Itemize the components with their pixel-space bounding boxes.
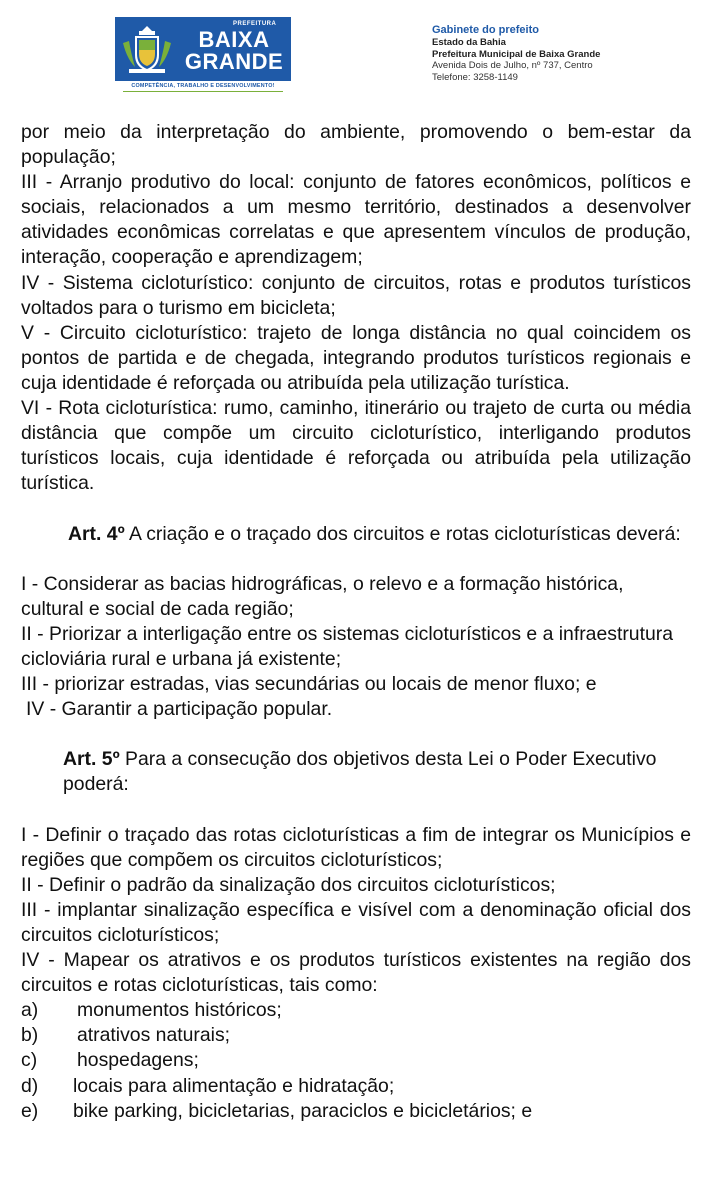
definition-iii: III - Arranjo produtivo do local: conjunto de fatores econômicos, políticos e sociais, relacionados a um mesmo território, destinados a desenvolver atividades econômicas correlatas e que apresentem vínculos de produção, interação, cooperação e aprendizagem; <box>21 171 691 269</box>
contact-address: Avenida Dois de Julho, nº 737, Centro <box>432 60 593 72</box>
article-5-item-iv: IV - Mapear os atrativos e os produtos turísticos existentes na região dos circuitos e rotas cicloturísticas, tais como: <box>21 949 691 997</box>
slogan-divider <box>123 91 283 92</box>
letterhead <box>0 0 709 110</box>
contact-prefecture: Prefeitura Municipal de Baixa Grande <box>432 48 601 60</box>
sub-item-text: bike parking, bicicletarias, paraciclos e bicicletários; e <box>73 1099 533 1122</box>
article-4-text: A criação e o traçado dos circuitos e rotas cicloturísticas deverá: <box>124 522 681 545</box>
sub-item-c <box>21 1048 691 1073</box>
spacer <box>21 798 691 823</box>
sub-item-text: monumentos históricos; <box>77 999 282 1022</box>
spacer <box>21 496 691 521</box>
article-5-text: Para a consecução dos objetivos desta Lei o Poder Executivo poderá: <box>63 748 657 796</box>
spacer <box>21 547 691 572</box>
city-name-line2: GRANDE <box>184 49 284 74</box>
article-5-item-i: I - Definir o traçado das rotas cicloturísticas a fim de integrar os Municípios e regiões que compõem os circuitos cicloturísticos; <box>21 823 691 871</box>
contact-block <box>432 24 702 83</box>
spacer <box>21 722 691 747</box>
article-4-heading <box>21 522 691 547</box>
sub-item-text: locais para alimentação e hidratação; <box>73 1074 395 1097</box>
article-5-item-ii: II - Definir o padrão da sinalização dos circuitos cicloturísticos; <box>21 873 556 896</box>
sub-item-marker: b) <box>21 1024 39 1047</box>
sub-item-marker: e) <box>21 1099 39 1122</box>
city-logo <box>115 17 291 93</box>
sub-item-text: atrativos naturais; <box>77 1024 231 1047</box>
article-5-item-iii: III - implantar sinalização específica e visível com a denominação oficial dos circuitos cicloturísticos; <box>21 898 691 946</box>
article-5-heading <box>21 747 691 797</box>
contact-state: Estado da Bahia <box>432 37 506 48</box>
definition-iv: IV - Sistema cicloturístico: conjunto de circuitos, rotas e produtos turísticos voltados para o turismo em bicicleta; <box>21 271 691 319</box>
paragraph-continuation: por meio da interpretação do ambiente, promovendo o bem-estar da população; <box>21 121 691 169</box>
sub-item-marker: a) <box>21 999 39 1022</box>
definition-vi: VI - Rota cicloturística: rumo, caminho, itinerário ou trajeto de curta ou média distância que compõe um circuito cicloturístico, interligando produtos turísticos locais, cuja identidade é reforçada ou atribuída pela utilização turística. <box>21 397 691 495</box>
city-name-line1: BAIXA <box>198 27 270 52</box>
prefeitura-label: PREFEITURA <box>233 21 277 27</box>
article-4-item-iv: IV - Garantir a participação popular. <box>26 698 333 721</box>
sub-item-a <box>21 998 691 1023</box>
article-5-label: Art. 5º <box>63 748 120 771</box>
article-4-label: Art. 4º <box>68 522 125 545</box>
logo-slogan: COMPETÊNCIA, TRABALHO E DESENVOLVIMENTO! <box>131 83 275 89</box>
sub-item-e <box>21 1099 691 1124</box>
article-4-item-iii: III - priorizar estradas, vias secundárias ou locais de menor fluxo; e <box>21 673 597 696</box>
sub-item-text: hospedagens; <box>77 1049 199 1072</box>
logo-banner <box>115 17 291 81</box>
sub-item-d <box>21 1074 691 1099</box>
sub-item-marker: c) <box>21 1049 38 1072</box>
document-body <box>21 120 691 1124</box>
definition-v: V - Circuito cicloturístico: trajeto de longa distância no qual coincidem os pontos de partida e de chegada, integrando produtos turísticos regionais e cuja identidade é reforçada ou atribuída pela utilização turística. <box>21 321 691 394</box>
sub-item-marker: d) <box>21 1074 39 1097</box>
sub-item-b <box>21 1023 691 1048</box>
contact-title: Gabinete do prefeito <box>432 24 539 36</box>
article-4-item-i: I - Considerar as bacias hidrográficas, o relevo e a formação histórica, cultural e social de cada região; <box>21 572 624 620</box>
coat-of-arms-icon <box>119 23 175 75</box>
article-4-item-ii: II - Priorizar a interligação entre os sistemas cicloturísticos e a infraestrutura cicloviária rural e urbana já existente; <box>21 622 673 670</box>
contact-phone: Telefone: 3258-1149 <box>432 71 518 83</box>
